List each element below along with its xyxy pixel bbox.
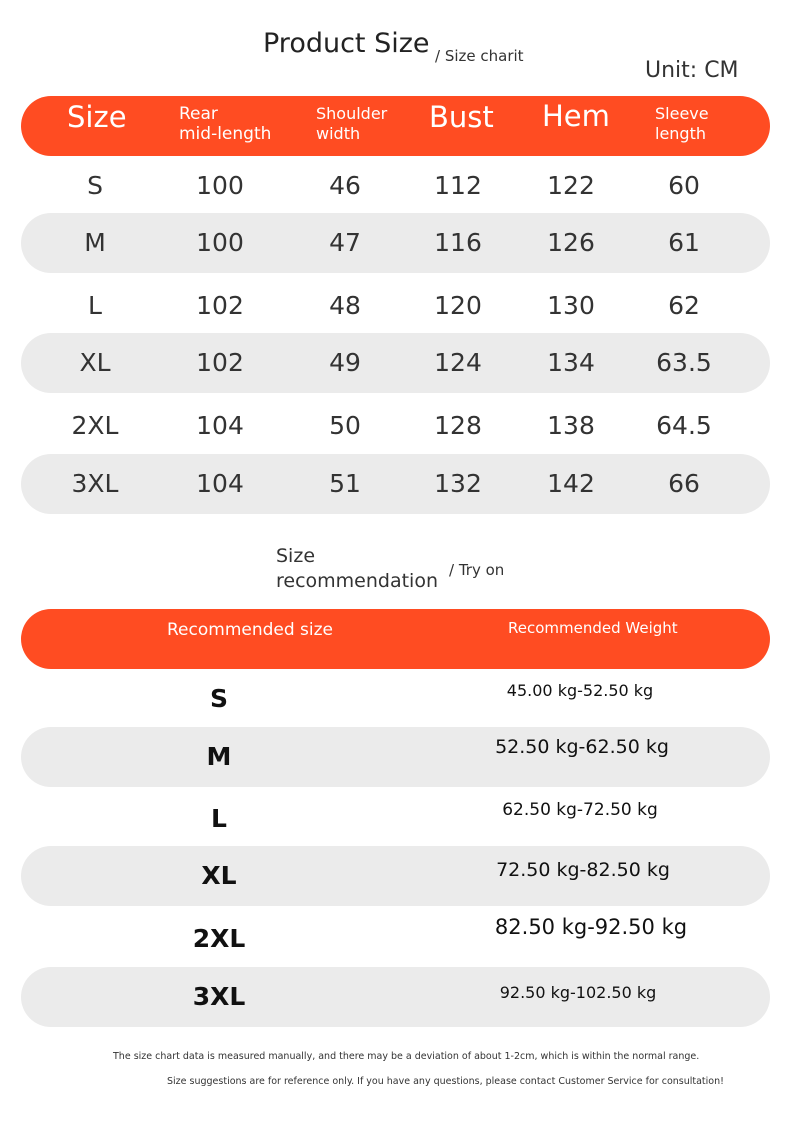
table-row (21, 669, 770, 729)
page-subtitle: / Size charit (435, 47, 524, 65)
cell-size: L (88, 291, 102, 320)
page-title: Product Size (263, 28, 430, 59)
cell-size: 2XL (71, 411, 119, 440)
cell-hem: 142 (547, 469, 595, 498)
cell-hem: 130 (547, 291, 595, 320)
column-header-size: Size (67, 100, 127, 134)
cell-recommended-size: 2XL (192, 924, 246, 953)
cell-size: XL (79, 348, 111, 377)
cell-recommended-weight: 92.50 kg-102.50 kg (499, 983, 657, 1002)
cell-sleeve-length: 63.5 (656, 348, 712, 377)
column-header-hem: Hem (542, 99, 610, 133)
cell-sleeve-length: 64.5 (656, 411, 712, 440)
cell-sleeve-length: 66 (668, 469, 700, 498)
cell-size: S (87, 171, 103, 200)
cell-shoulder-width: 48 (329, 291, 361, 320)
cell-shoulder-width: 51 (329, 469, 361, 498)
cell-recommended-weight: 62.50 kg-72.50 kg (502, 800, 658, 820)
unit-label: Unit: CM (645, 58, 739, 83)
table-row (21, 846, 770, 906)
recommendation-table-header (21, 609, 770, 669)
cell-bust: 128 (434, 411, 482, 440)
cell-bust: 112 (434, 171, 482, 200)
cell-sleeve-length: 60 (668, 171, 700, 200)
cell-size: M (84, 228, 106, 257)
cell-shoulder-width: 46 (329, 171, 361, 200)
cell-bust: 120 (434, 291, 482, 320)
cell-hem: 126 (547, 228, 595, 257)
recommendation-title: Size recommendation (276, 545, 439, 592)
cell-rear-mid-length: 104 (196, 411, 244, 440)
table-row (21, 213, 770, 273)
column-header-rear-mid-length: Rear mid-length (179, 104, 272, 144)
column-header-recommended-size: Recommended size (167, 620, 334, 640)
table-row (21, 276, 770, 336)
cell-size: 3XL (71, 469, 119, 498)
cell-bust: 124 (434, 348, 482, 377)
cell-recommended-size: S (209, 684, 228, 713)
cell-recommended-weight: 72.50 kg-82.50 kg (496, 859, 670, 881)
table-row (21, 333, 770, 393)
cell-recommended-size: M (206, 742, 232, 771)
cell-rear-mid-length: 102 (196, 348, 244, 377)
table-row (21, 396, 770, 456)
footnote-measurement: The size chart data is measured manually, and there may be a deviation of about 1-2cm, which is within the normal range. (113, 1051, 700, 1062)
cell-rear-mid-length: 104 (196, 469, 244, 498)
cell-recommended-size: 3XL (192, 982, 246, 1011)
cell-sleeve-length: 62 (668, 291, 700, 320)
cell-recommended-weight: 52.50 kg-62.50 kg (495, 736, 669, 758)
cell-recommended-size: XL (201, 861, 237, 890)
cell-bust: 116 (434, 228, 482, 257)
table-row (21, 727, 770, 787)
column-header-shoulder-width: Shoulder width (316, 104, 388, 143)
cell-shoulder-width: 50 (329, 411, 361, 440)
footnote-reference: Size suggestions are for reference only. If you have any questions, please contact Customer Service for consultation! (167, 1076, 724, 1087)
recommendation-subtitle: / Try on (449, 561, 505, 579)
cell-recommended-weight: 82.50 kg-92.50 kg (494, 915, 688, 939)
table-row (21, 789, 770, 849)
column-header-recommended-weight: Recommended Weight (508, 619, 678, 637)
cell-hem: 138 (547, 411, 595, 440)
cell-rear-mid-length: 100 (196, 171, 244, 200)
column-header-sleeve-length: Sleeve length (655, 104, 709, 143)
size-table-header (21, 96, 770, 156)
table-row (21, 454, 770, 514)
cell-recommended-weight: 45.00 kg-52.50 kg (506, 681, 654, 700)
cell-shoulder-width: 47 (329, 228, 361, 257)
cell-shoulder-width: 49 (329, 348, 361, 377)
cell-hem: 122 (547, 171, 595, 200)
cell-recommended-size: L (211, 804, 227, 833)
cell-rear-mid-length: 100 (196, 228, 244, 257)
table-row (21, 156, 770, 216)
table-row (21, 967, 770, 1027)
cell-hem: 134 (547, 348, 595, 377)
cell-bust: 132 (434, 469, 482, 498)
column-header-bust: Bust (429, 100, 494, 134)
cell-rear-mid-length: 102 (196, 291, 244, 320)
cell-sleeve-length: 61 (668, 228, 700, 257)
table-row (21, 909, 770, 969)
